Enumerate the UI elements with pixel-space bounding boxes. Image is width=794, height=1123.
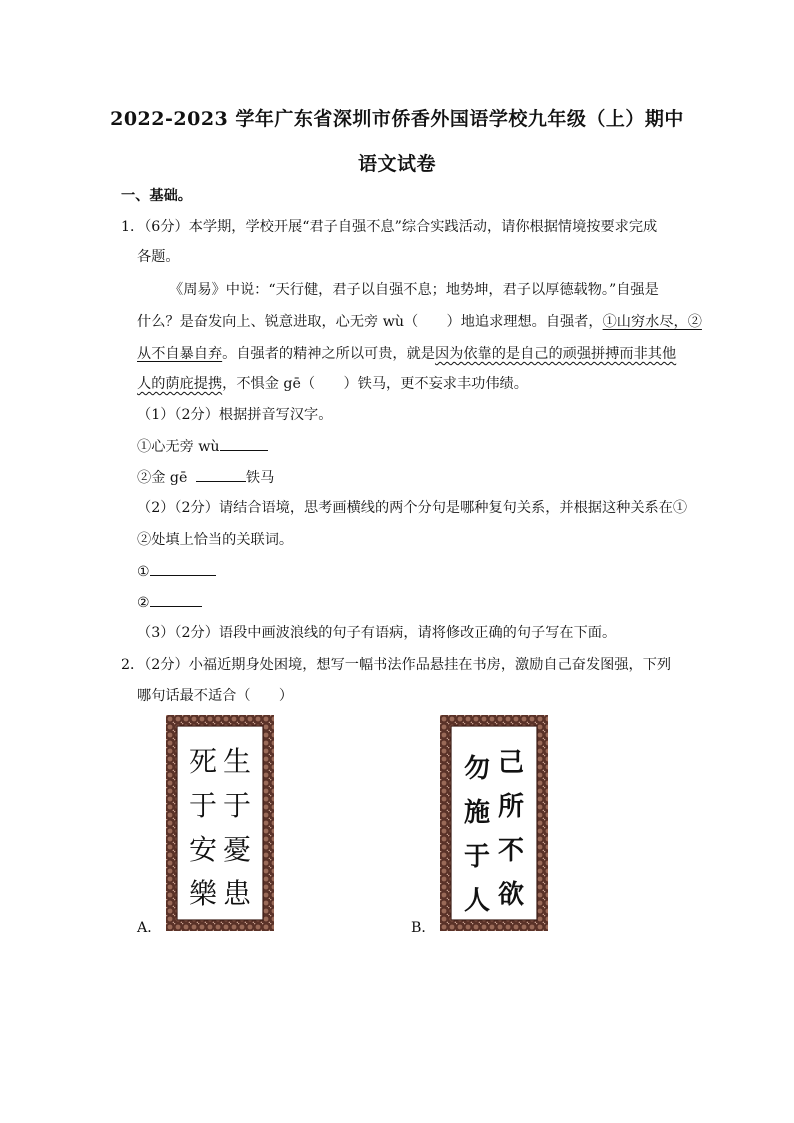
option-a-label: A．: [137, 920, 162, 936]
calligraphy-char: 生: [222, 745, 252, 778]
q1-sub2-answer-2: [137, 592, 202, 613]
q1-sub1-prompt: （1）（2分）根据拼音写汉字。: [137, 407, 333, 423]
item-label: ②金 gē: [137, 470, 192, 486]
passage-text: 什么？是奋发向上、锐意进取，心无旁 wù（ ）地追求理想。自强者，: [137, 314, 603, 330]
calligraphy-char: 所: [497, 792, 525, 822]
q1-passage-line4: [137, 374, 528, 394]
item-suffix: 铁马: [245, 470, 275, 486]
item-label: ②: [137, 595, 150, 611]
exam-title-line1: 2022-2023 学年广东省深圳市侨香外国语学校九年级（上）期中: [110, 108, 684, 130]
q1-sub2-prompt: （2）（2分）请结合语境，思考画横线的两个分句是哪种复句关系，并根据这种关系在①: [137, 500, 688, 516]
q2-heading: 2．（2分）小福近期身处困境，想写一幅书法作品悬挂在书房，激励自己奋发图强，下列: [121, 657, 672, 673]
underlined-clause-2: 从不自暴自弃: [137, 346, 223, 362]
q1-heading-cont: 各题。: [137, 249, 180, 265]
q1-sub2-prompt-cont: ②处填上恰当的关联词。: [137, 532, 294, 548]
option-a-calligraphy-scroll[interactable]: [166, 715, 274, 931]
answer-blank[interactable]: [150, 561, 216, 576]
calligraphy-char: 于: [463, 842, 491, 872]
q1-heading: 1．（6分）本学期，学校开展“君子自强不息”综合实践活动，请你根据情境按要求完成: [121, 219, 658, 235]
q1-sub1-item-b: [137, 467, 274, 488]
q1-sub1-item-a: [137, 436, 268, 457]
q1-passage-line1: 《周易》中说：“天行健，君子以自强不息；地势坤，君子以厚德载物。”自强是: [169, 282, 659, 298]
q1-passage-line3: [137, 344, 676, 364]
q1-sub3-prompt: （3）（2分）语段中画波浪线的句子有语病，请将修改正确的句子写在下面。: [137, 625, 617, 641]
q2-heading-cont: 哪句话最不适合（ ）: [137, 688, 294, 704]
answer-blank[interactable]: [220, 436, 268, 451]
item-label: ①: [137, 564, 150, 580]
answer-blank[interactable]: [150, 592, 202, 607]
calligraphy-char: 死: [188, 745, 218, 778]
q1-passage-line2: [137, 312, 702, 332]
calligraphy-char: 于: [222, 789, 252, 822]
item-label: ①心无旁 wù: [137, 439, 220, 455]
calligraphy-char: 欲: [497, 880, 525, 910]
calligraphy-char: 患: [222, 877, 252, 910]
calligraphy-char: 樂: [188, 877, 218, 910]
calligraphy-char: 不: [497, 836, 525, 866]
answer-blank[interactable]: [196, 467, 246, 482]
option-b-calligraphy-scroll[interactable]: [440, 715, 548, 931]
calligraphy-char: 安: [188, 833, 218, 866]
calligraphy-char: 于: [188, 789, 218, 822]
q1-sub2-answer-1: [137, 561, 216, 582]
underlined-clause-1: ①山穷水尽，②: [602, 314, 702, 330]
calligraphy-char: 勿: [463, 754, 491, 784]
calligraphy-char: 施: [463, 798, 491, 828]
wavy-sentence-part2: 人的荫庇提携: [137, 376, 223, 392]
wavy-sentence-part1: 因为依靠的是自己的顽强拼搏而非其他: [434, 346, 677, 362]
option-b-label: B．: [411, 920, 436, 936]
exam-title-line2: 语文试卷: [357, 153, 436, 175]
passage-text: 。自强者的精神之所以可贵，就是: [222, 346, 435, 362]
calligraphy-char: 人: [463, 886, 491, 916]
passage-text: ，不惧金 gē（ ）铁马，更不妄求丰功伟绩。: [222, 376, 528, 392]
calligraphy-char: 憂: [222, 833, 252, 866]
section-heading: 一、基础。: [121, 188, 192, 204]
calligraphy-char: 己: [497, 748, 525, 778]
